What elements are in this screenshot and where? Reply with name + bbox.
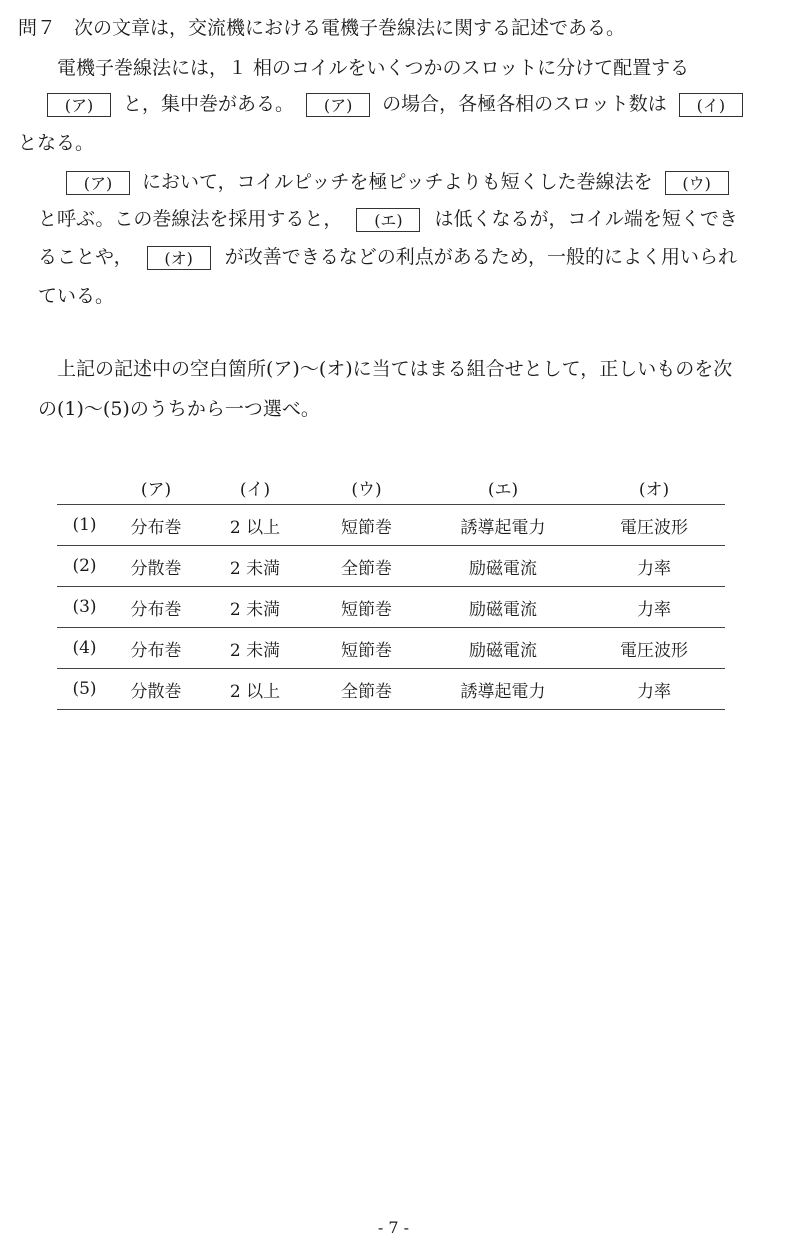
passage-text: の場合，各極各相のスロット数は: [382, 93, 667, 115]
passage-text: において，コイルピッチを極ピッチよりも短くした巻線法を: [142, 171, 653, 193]
table-cell: 短節巻: [310, 587, 423, 628]
table-cell: 分布巻: [112, 505, 200, 546]
blank-a: (ア): [47, 93, 111, 117]
header-cell: (イ): [239, 479, 271, 500]
choice-number: (1): [57, 505, 112, 546]
table-cell: 2 以上: [200, 669, 310, 710]
table-header-row: [57, 470, 725, 505]
table-cell: 力率: [583, 587, 725, 628]
passage-text: は低くなるが，コイル端を短くでき: [434, 208, 738, 230]
question-heading: [18, 15, 625, 41]
header-cell: (ア): [140, 479, 172, 500]
passage-line-5: [38, 206, 738, 232]
header-cell: [57, 470, 112, 505]
blank-a: (ア): [66, 171, 130, 195]
table-cell: 励磁電流: [423, 628, 583, 669]
table-cell: 力率: [583, 669, 725, 710]
table-cell: 分散巻: [112, 546, 200, 587]
header-cell: (ウ): [351, 479, 382, 500]
table-row: [57, 628, 725, 669]
question-number: 問７: [18, 17, 57, 39]
table-cell: 分散巻: [112, 669, 200, 710]
table-cell: 短節巻: [310, 505, 423, 546]
choice-number: (3): [57, 587, 112, 628]
page-number: - 7 -: [377, 1218, 410, 1237]
table-cell: 2 以上: [200, 505, 310, 546]
table-cell: 2 未満: [200, 628, 310, 669]
table-cell: 電圧波形: [583, 628, 725, 669]
table-cell: 分布巻: [112, 628, 200, 669]
answer-table: [57, 470, 725, 710]
table-row: [57, 505, 725, 546]
choice-number: (4): [57, 628, 112, 669]
passage-line-3: となる。: [18, 132, 95, 154]
table-cell: 電圧波形: [583, 505, 725, 546]
table-cell: 全節巻: [310, 669, 423, 710]
table-cell: 励磁電流: [423, 587, 583, 628]
header-cell: (オ): [638, 479, 670, 500]
question-intro: 次の文章は，交流機における電機子巻線法に関する記述である。: [74, 17, 626, 39]
passage-line-2: [47, 91, 743, 117]
blank-e: (エ): [356, 208, 420, 232]
table-cell: 2 未満: [200, 587, 310, 628]
passage-line-7: ている。: [38, 285, 115, 307]
table-cell: 力率: [583, 546, 725, 587]
blank-i: (イ): [679, 93, 743, 117]
blank-u: (ウ): [665, 171, 729, 195]
passage-line-1: 電機子巻線法には，１ 相のコイルをいくつかのスロットに分けて配置する: [57, 57, 690, 79]
choice-number: (5): [57, 669, 112, 710]
table-row: [57, 669, 725, 710]
table-row: [57, 587, 725, 628]
table-row: [57, 546, 725, 587]
passage-text: ることや，: [38, 246, 133, 268]
instruction-line-2: の(1)～(5)のうちから一つ選べ。: [38, 398, 320, 420]
passage-line-4: [66, 169, 729, 195]
table-cell: 全節巻: [310, 546, 423, 587]
table-cell: 2 未満: [200, 546, 310, 587]
passage-text: と，集中巻がある。: [123, 93, 295, 115]
table-cell: 誘導起電力: [423, 669, 583, 710]
passage-line-6: [38, 244, 737, 270]
header-cell: (エ): [487, 479, 519, 500]
passage-text: と呼ぶ。この巻線法を採用すると，: [38, 208, 343, 230]
instruction-line-1: 上記の記述中の空白箇所(ア)～(オ)に当てはまる組合せとして，正しいものを次: [57, 358, 733, 380]
blank-o: (オ): [147, 246, 211, 270]
blank-a: (ア): [306, 93, 370, 117]
table-cell: 励磁電流: [423, 546, 583, 587]
table-cell: 誘導起電力: [423, 505, 583, 546]
table-cell: 短節巻: [310, 628, 423, 669]
table-cell: 分布巻: [112, 587, 200, 628]
passage-text: が改善できるなどの利点があるため，一般的によく用いられ: [224, 246, 737, 268]
choice-number: (2): [57, 546, 112, 587]
